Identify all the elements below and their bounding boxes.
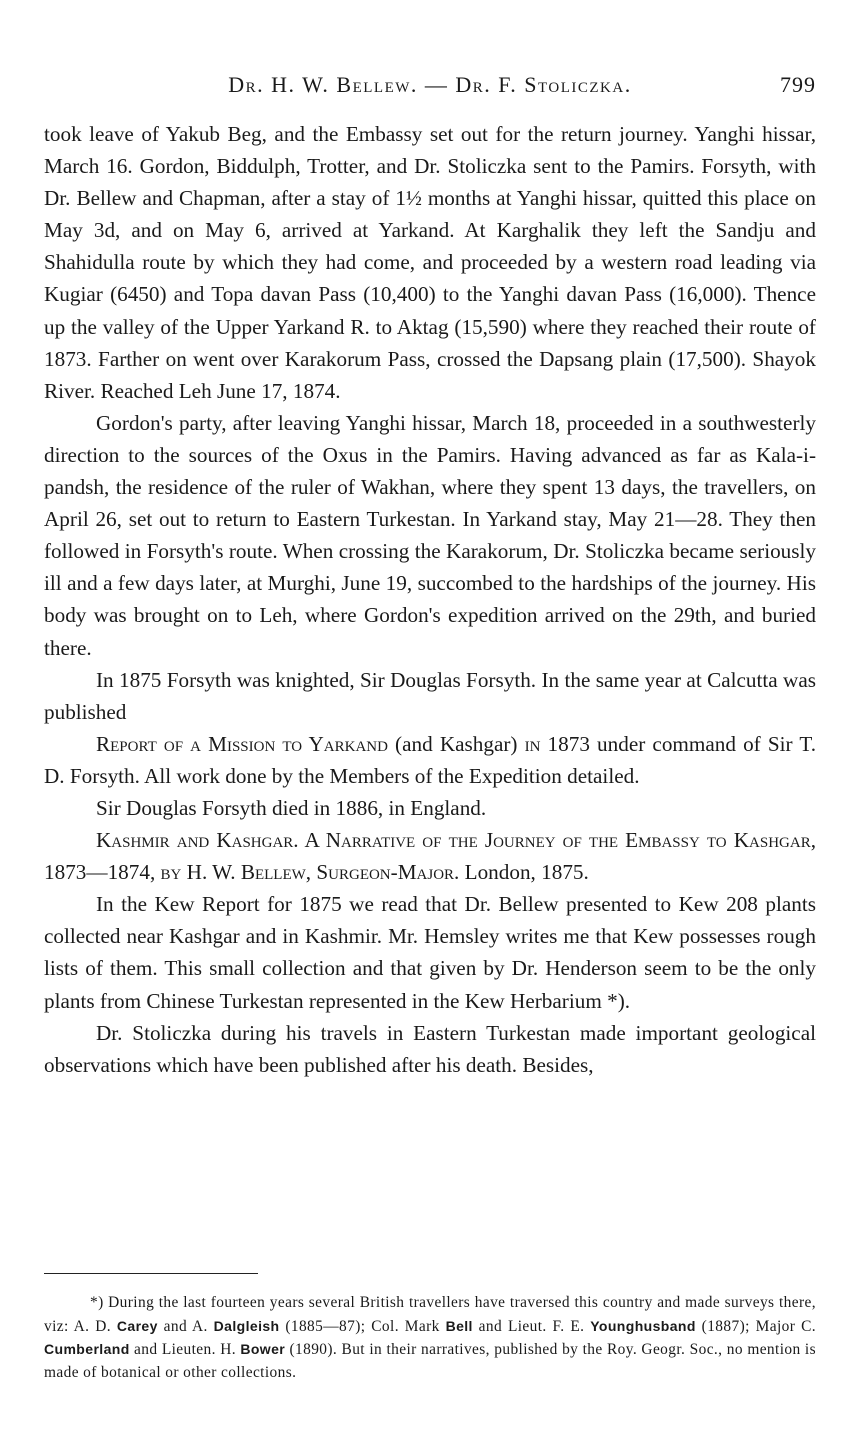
book-years: 1873—1874, (44, 860, 161, 885)
report-rest: 1873 under command of Sir T. D. Forsyth. All work done by the Members of the Expedition detailed. (44, 731, 816, 788)
paragraph-gordon-party: Gordon's party, after leaving Yanghi hissar, March 18, proceeded in a southwesterly direction to the sources of the Oxus in the Pamirs. Having advanced as far as Kala-i-pandsh, the residence of the ruler of Wakhan, where they spent 13 days, the travellers, on April 26, set out to return to Eastern Turkestan. In Yarkand stay, May 21—28. They then followed in Forsyth's route. When crossing the Karakorum, Dr. Stoliczka became seriously ill and a few days later, at Murghi, June 19, succombed to the hardships of the journey. His body was brought on to Leh, where Gordon's expedition arrived on the 29th, and buried there. (44, 410, 816, 660)
paragraph-forsyth-death: Sir Douglas Forsyth died in 1886, in England. (96, 795, 487, 820)
footnote-text-7: (1890). But in their narratives, published by the Roy. Geogr. Soc., no mention is made of botanical or other collections. (44, 1341, 816, 1382)
footnote-name-cumberland: Cumberland (44, 1341, 130, 1358)
paragraph-forsyth-knighted: In 1875 Forsyth was knighted, Sir Douglas Forsyth. In the same year at Calcutta was published (44, 667, 816, 724)
footnote-text-4: and Lieut. F. E. (472, 1317, 591, 1335)
report-mid: (and Kashgar) (387, 731, 525, 756)
report-title: Report of a Mission to Yarkand (96, 731, 388, 756)
book-by: by (160, 860, 182, 885)
footnote-text-5: (1887); Major C. (695, 1317, 816, 1335)
paragraph-kashmir-kashgar (44, 824, 816, 888)
page-number: 799 (780, 72, 816, 97)
running-header (44, 68, 816, 108)
book-title: Kashmir and Kashgar. A Narrative of the Journey of the Embassy to Kashgar, (96, 828, 816, 853)
running-title: Dr. H. W. Bellew. — Dr. F. Stoliczka. (228, 72, 632, 97)
footnote-name-bell: Bell (445, 1317, 473, 1334)
book-author: H. W. Bellew, Surgeon-Major. (181, 860, 460, 885)
footnote-name-bower: Bower (240, 1341, 286, 1358)
paragraph-report-yarkand (44, 728, 816, 792)
report-in: in (524, 731, 541, 756)
footnote-text-6: and Lieuten. H. (129, 1341, 241, 1359)
paragraph-kew-report: In the Kew Report for 1875 we read that Dr. Bellew presented to Kew 208 plants collected near Kashgar and in Kashmir. Mr. Hemsley writes me that Kew possesses rough lists of them. This small collection and that given by Dr. Henderson seem to be the only plants from Chinese Turkestan represented in the Kew Herbarium *). (44, 892, 816, 1013)
footnote-text-3: (1885—87); Col. Mark (279, 1317, 446, 1335)
footnote-name-carey: Carey (116, 1317, 158, 1334)
paragraph-embassy-return: took leave of Yakub Beg, and the Embassy set out for the return journey. Yanghi hissar, March 16. Gordon, Biddulph, Trotter, and Dr. Stoliczka sent to the Pamirs. Forsyth, with Dr. Bellew and Chapman, after a stay of 1½ months at Yanghi hissar, quitted this place on May 3d, and on May 6, arrived at Yarkand. At Karghalik they left the Sandju and Shahidulla route by which they had come, and proceeded by a western road leading via Kugiar (6450) and Topa davan Pass (10,400) to the Yanghi davan Pass (16,000). Thence up the valley of the Upper Yarkand R. to Aktag (15,590) where they reached their route of 1873. Farther on went over Karakorum Pass, crossed the Dapsang plain (17,500). Shayok River. Reached Leh June 17, 1874. (44, 122, 816, 403)
footnote-name-dalgleish: Dalgleish (213, 1317, 280, 1334)
footnote-text-2: and A. (157, 1317, 214, 1335)
footnote-text-1: *) During the last fourteen years several British travellers have traversed this country and made surveys there, viz: A. D. (44, 1294, 816, 1335)
footnote-name-younghusband: Younghusband (590, 1317, 696, 1334)
footnote (44, 1292, 816, 1385)
body-text (44, 118, 816, 1081)
book-place: London, 1875. (459, 860, 589, 885)
paragraph-geological-observations: Dr. Stoliczka during his travels in Eastern Turkestan made important geological observations which have been published after his death. Besides, (44, 1020, 816, 1077)
footnote-divider (44, 1273, 258, 1274)
